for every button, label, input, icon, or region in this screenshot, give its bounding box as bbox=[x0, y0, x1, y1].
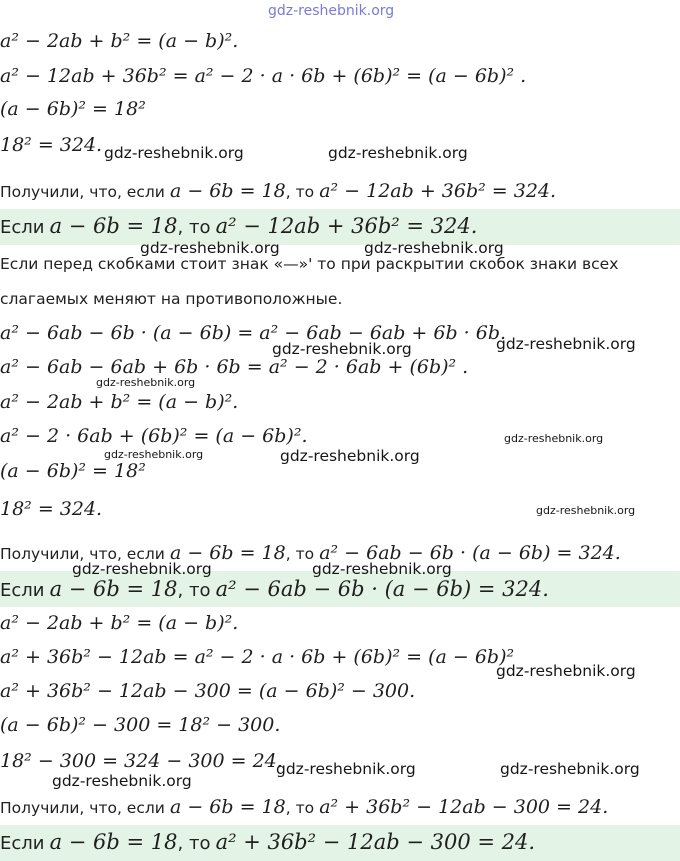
math-line: a² − 6ab − 6b · (a − 6b) = a² − 6ab − 6ab + 6b · 6b. bbox=[0, 322, 507, 344]
answer-prefix: Если bbox=[0, 217, 45, 238]
watermark: gdz-reshebnik.org bbox=[272, 340, 412, 358]
math-line: a² − 12ab + 36b² = a² − 2 · a · 6b + (6b)² = (a − 6b)² . bbox=[0, 65, 527, 87]
answer-expression: a² + 36b² − 12ab − 300 = 24. bbox=[215, 830, 536, 854]
watermark: gdz-reshebnik.org bbox=[96, 376, 196, 389]
math-line: a² − 2ab + b² = (a − b)². bbox=[0, 391, 239, 413]
math-line: a² − 2ab + b² = (a − b)². bbox=[0, 30, 239, 52]
watermark: gdz-reshebnik.org bbox=[280, 447, 420, 465]
answer-mid: , то bbox=[177, 217, 211, 238]
math-line: a² − 6ab − 6ab + 6b · 6b = a² − 2 · 6ab + (6b)² . bbox=[0, 356, 469, 378]
answer-condition: a − 6b = 18 bbox=[49, 830, 178, 854]
answer-prefix: Если bbox=[0, 833, 45, 854]
answer-line bbox=[0, 577, 549, 601]
math-line: 18² = 324. bbox=[0, 134, 103, 156]
result-condition: a − 6b = 18 bbox=[169, 542, 286, 564]
math-line: (a − 6b)² = 18² bbox=[0, 460, 146, 482]
answer-mid: , то bbox=[177, 833, 211, 854]
answer-line bbox=[0, 214, 477, 238]
watermark: gdz-reshebnik.org bbox=[536, 504, 636, 517]
note-text: Если перед скобками стоит знак «—»' то при раскрытии скобок знаки всех bbox=[0, 255, 619, 273]
math-line: 18² = 324. bbox=[0, 498, 103, 520]
answer-line bbox=[0, 830, 535, 854]
result-mid: , то bbox=[285, 183, 315, 201]
note-text: слагаемых меняют на противоположные. bbox=[0, 290, 343, 308]
answer-condition: a − 6b = 18 bbox=[49, 214, 178, 238]
result-condition: a − 6b = 18 bbox=[169, 180, 286, 202]
watermark: gdz-reshebnik.org bbox=[312, 560, 452, 578]
answer-prefix: Если bbox=[0, 580, 45, 601]
math-line: a² − 2 · 6ab + (6b)² = (a − 6b)². bbox=[0, 425, 308, 447]
result-expression: a² − 6ab − 6b · (a − 6b) = 324. bbox=[319, 542, 621, 564]
math-line: a² + 36b² − 12ab = a² − 2 · a · 6b + (6b)² = (a − 6b)² bbox=[0, 646, 515, 668]
answer-mid: , то bbox=[177, 580, 211, 601]
watermark: gdz-reshebnik.org bbox=[268, 3, 395, 19]
watermark: gdz-reshebnik.org bbox=[104, 448, 204, 461]
watermark: gdz-reshebnik.org bbox=[496, 662, 636, 680]
watermark: gdz-reshebnik.org bbox=[52, 772, 192, 790]
watermark: gdz-reshebnik.org bbox=[500, 760, 640, 778]
result-prefix: Получили, что, если bbox=[0, 799, 165, 817]
math-line: a² − 2ab + b² = (a − b)². bbox=[0, 612, 239, 634]
result-prefix: Получили, что, если bbox=[0, 545, 165, 563]
watermark: gdz-reshebnik.org bbox=[496, 335, 636, 353]
result-line bbox=[0, 796, 608, 818]
answer-expression: a² − 12ab + 36b² = 324. bbox=[215, 214, 478, 238]
watermark: gdz-reshebnik.org bbox=[328, 144, 468, 162]
watermark: gdz-reshebnik.org bbox=[140, 239, 280, 257]
watermark: gdz-reshebnik.org bbox=[364, 239, 504, 257]
result-expression: a² − 12ab + 36b² = 324. bbox=[319, 180, 557, 202]
answer-condition: a − 6b = 18 bbox=[49, 577, 178, 601]
watermark: gdz-reshebnik.org bbox=[504, 432, 604, 445]
watermark: gdz-reshebnik.org bbox=[104, 144, 244, 162]
result-line bbox=[0, 180, 556, 202]
watermark: gdz-reshebnik.org bbox=[72, 560, 212, 578]
result-prefix: Получили, что, если bbox=[0, 183, 165, 201]
math-line: a² + 36b² − 12ab − 300 = (a − 6b)² − 300. bbox=[0, 680, 416, 702]
math-line: (a − 6b)² − 300 = 18² − 300. bbox=[0, 714, 281, 736]
result-expression: a² + 36b² − 12ab − 300 = 24. bbox=[319, 796, 609, 818]
math-line: (a − 6b)² = 18² bbox=[0, 98, 146, 120]
result-mid: , то bbox=[285, 545, 315, 563]
math-line: 18² − 300 = 324 − 300 = 24. bbox=[0, 750, 283, 772]
result-condition: a − 6b = 18 bbox=[169, 796, 286, 818]
result-mid: , то bbox=[285, 799, 315, 817]
watermark: gdz-reshebnik.org bbox=[276, 760, 416, 778]
answer-expression: a² − 6ab − 6b · (a − 6b) = 324. bbox=[215, 577, 549, 601]
